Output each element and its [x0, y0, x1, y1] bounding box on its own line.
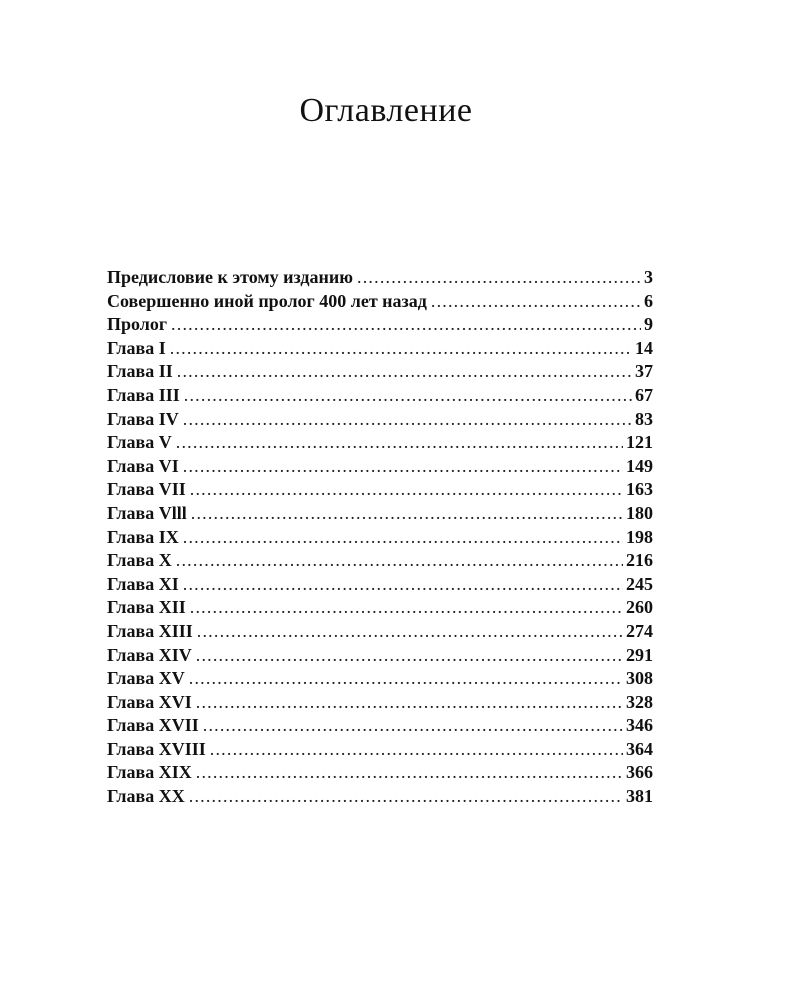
dot-leader [197, 620, 623, 644]
toc-entry[interactable] [107, 573, 653, 597]
dot-leader [191, 502, 623, 526]
toc-entry[interactable] [107, 478, 653, 502]
toc-entry-label: Глава Vlll [107, 502, 187, 523]
toc-entry-page: 366 [626, 762, 653, 783]
toc-entry-page: 308 [626, 668, 653, 689]
toc-entry-label: Глава VII [107, 479, 186, 500]
toc-entry-label: Глава XVII [107, 715, 199, 736]
toc-entry-page: 346 [626, 715, 653, 736]
toc-entry-label: Глава XIX [107, 762, 192, 783]
toc-entry-page: 180 [626, 502, 653, 523]
table-of-contents [107, 266, 653, 809]
dot-leader [183, 573, 623, 597]
toc-entry-label: Глава IV [107, 408, 179, 429]
toc-entry-label: Глава XVI [107, 691, 192, 712]
toc-entry-page: 381 [626, 786, 653, 807]
toc-entry-page: 274 [626, 620, 653, 641]
toc-entry-label: Глава XV [107, 668, 185, 689]
toc-entry[interactable] [107, 337, 653, 361]
dot-leader [190, 478, 623, 502]
toc-entry[interactable] [107, 290, 653, 314]
toc-entry-label: Глава X [107, 550, 172, 571]
toc-entry[interactable] [107, 408, 653, 432]
toc-entry[interactable] [107, 714, 653, 738]
toc-entry[interactable] [107, 738, 653, 762]
toc-entry[interactable] [107, 596, 653, 620]
toc-entry[interactable] [107, 313, 653, 337]
toc-entry-page: 245 [626, 573, 653, 594]
toc-entry-page: 328 [626, 691, 653, 712]
dot-leader [189, 667, 623, 691]
toc-entry-label: Глава I [107, 337, 166, 358]
dot-leader [210, 738, 623, 762]
toc-entry[interactable] [107, 360, 653, 384]
toc-entry-page: 3 [644, 267, 653, 287]
dot-leader [184, 384, 632, 408]
dot-leader [196, 691, 623, 715]
toc-entry-page: 216 [626, 550, 653, 571]
toc-entry-page: 9 [644, 314, 653, 335]
toc-entry[interactable] [107, 549, 653, 573]
toc-entry-label: Совершенно иной пролог 400 лет назад [107, 290, 427, 311]
dot-leader [170, 337, 632, 361]
toc-entry-page: 163 [626, 479, 653, 500]
toc-entry-page: 198 [626, 526, 653, 547]
dot-leader [190, 596, 623, 620]
dot-leader [177, 360, 632, 384]
toc-entry[interactable] [107, 455, 653, 479]
toc-entry-page: 121 [626, 432, 653, 453]
dot-leader [203, 714, 623, 738]
toc-entry-page: 67 [635, 384, 653, 405]
dot-leader [183, 526, 623, 550]
dot-leader [357, 266, 641, 290]
dot-leader [171, 313, 641, 337]
toc-entry-label: Глава III [107, 384, 180, 405]
toc-entry-label: Пролог [107, 314, 168, 335]
toc-entry[interactable] [107, 644, 653, 668]
toc-entry-page: 364 [626, 738, 653, 759]
toc-entry-label: Глава XIV [107, 644, 192, 665]
dot-leader [183, 455, 623, 479]
toc-entry-page: 14 [635, 337, 653, 358]
toc-entry[interactable] [107, 266, 653, 290]
toc-entry-label: Глава V [107, 432, 172, 453]
toc-entry-label: Глава XIII [107, 620, 193, 641]
toc-entry-label: Предисловие к этому изданию [107, 267, 354, 287]
toc-entry[interactable] [107, 667, 653, 691]
toc-entry[interactable] [107, 502, 653, 526]
toc-entry-label: Глава VI [107, 455, 179, 476]
dot-leader [176, 549, 623, 573]
toc-entry-page: 149 [626, 455, 653, 476]
toc-entry-page: 37 [635, 361, 653, 382]
dot-leader [189, 785, 623, 809]
dot-leader [196, 761, 623, 785]
toc-entry-label: Глава XX [107, 786, 185, 807]
toc-entry-page: 6 [644, 290, 653, 311]
toc-entry-label: Глава XII [107, 597, 186, 618]
toc-entry-page: 83 [635, 408, 653, 429]
toc-entry-label: Глава XVIII [107, 738, 206, 759]
dot-leader [183, 408, 632, 432]
toc-entry-page: 260 [626, 597, 653, 618]
toc-entry-label: Глава II [107, 361, 173, 382]
toc-entry[interactable] [107, 785, 653, 809]
page-title: Оглавление [299, 92, 473, 129]
toc-entry-label: Глава IX [107, 526, 179, 547]
dot-leader [431, 290, 641, 314]
toc-entry[interactable] [107, 761, 653, 785]
dot-leader [176, 431, 623, 455]
toc-entry[interactable] [107, 431, 653, 455]
toc-entry[interactable] [107, 620, 653, 644]
toc-entry-page: 291 [626, 644, 653, 665]
toc-entry[interactable] [107, 384, 653, 408]
dot-leader [196, 644, 623, 668]
toc-entry-label: Глава XI [107, 573, 179, 594]
toc-entry[interactable] [107, 526, 653, 550]
toc-entry[interactable] [107, 691, 653, 715]
